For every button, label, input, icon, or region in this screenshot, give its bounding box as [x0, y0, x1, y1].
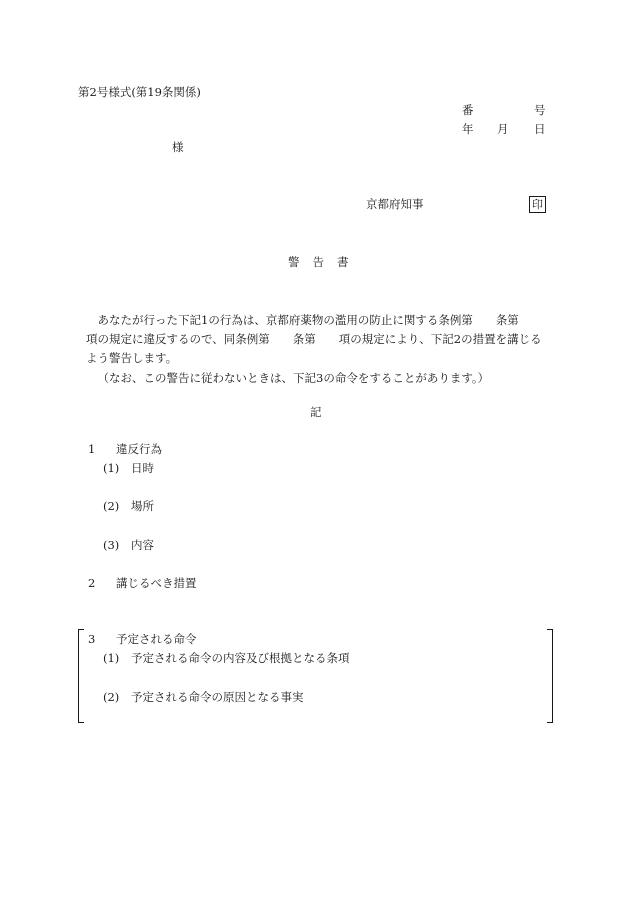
issuer-name: 京都府知事 — [366, 197, 424, 211]
item-number: 1 — [88, 442, 96, 456]
item-number: 2 — [88, 576, 96, 590]
item-label: 違反行為 — [116, 442, 162, 456]
document-title: 警告書 — [288, 255, 362, 269]
item-1-sub-2 — [103, 501, 154, 513]
sub-item-number: (3) — [103, 538, 120, 552]
number-ban-label: 番 — [462, 103, 474, 117]
item-3-sub-1 — [103, 653, 350, 665]
ki-heading: 記 — [310, 405, 322, 419]
item-2 — [88, 578, 197, 590]
item-1-sub-1 — [103, 463, 154, 475]
addressee-honorific: 様 — [172, 140, 184, 154]
sub-item-number: (2) — [103, 499, 120, 513]
item-label: 講じるべき措置 — [116, 576, 197, 590]
item-1 — [88, 444, 162, 456]
date-year-label: 年 — [462, 122, 474, 136]
seal-box: 印 — [529, 196, 546, 213]
body-line-2: 項の規定に違反するので、同条例第 条第 項の規定により、下記2の措置を講じる — [86, 332, 542, 347]
sub-item-number: (1) — [103, 651, 120, 665]
sub-item-label: 予定される命令の内容及び根拠となる条項 — [131, 651, 350, 665]
body-line-3: よう警告します。 — [86, 351, 178, 366]
item-1-sub-3 — [103, 540, 154, 552]
sub-item-number: (2) — [103, 690, 120, 704]
number-go-label: 号 — [534, 103, 546, 117]
warning-body — [86, 311, 561, 388]
sub-item-label: 予定される命令の原因となる事実 — [131, 690, 304, 704]
sub-item-label: 場所 — [131, 499, 154, 513]
sub-item-label: 内容 — [131, 538, 154, 552]
item-3 — [88, 634, 197, 646]
item-3-sub-2 — [103, 692, 304, 704]
bracket-left — [78, 629, 84, 723]
date-month-label: 月 — [497, 122, 509, 136]
body-line-1: あなたが行った下記1の行為は、京都府薬物の濫用の防止に関する条例第 条第 — [97, 313, 519, 327]
date-day-label: 日 — [534, 122, 546, 136]
item-label: 予定される命令 — [116, 632, 197, 646]
body-line-4: （なお、この警告に従わないときは、下記3の命令をすることがあります。） — [97, 370, 490, 385]
sub-item-number: (1) — [103, 461, 120, 475]
sub-item-label: 日時 — [131, 461, 154, 475]
form-label: 第2号様式(第19条関係) — [78, 85, 201, 99]
bracket-right — [547, 629, 553, 723]
item-number: 3 — [88, 632, 96, 646]
